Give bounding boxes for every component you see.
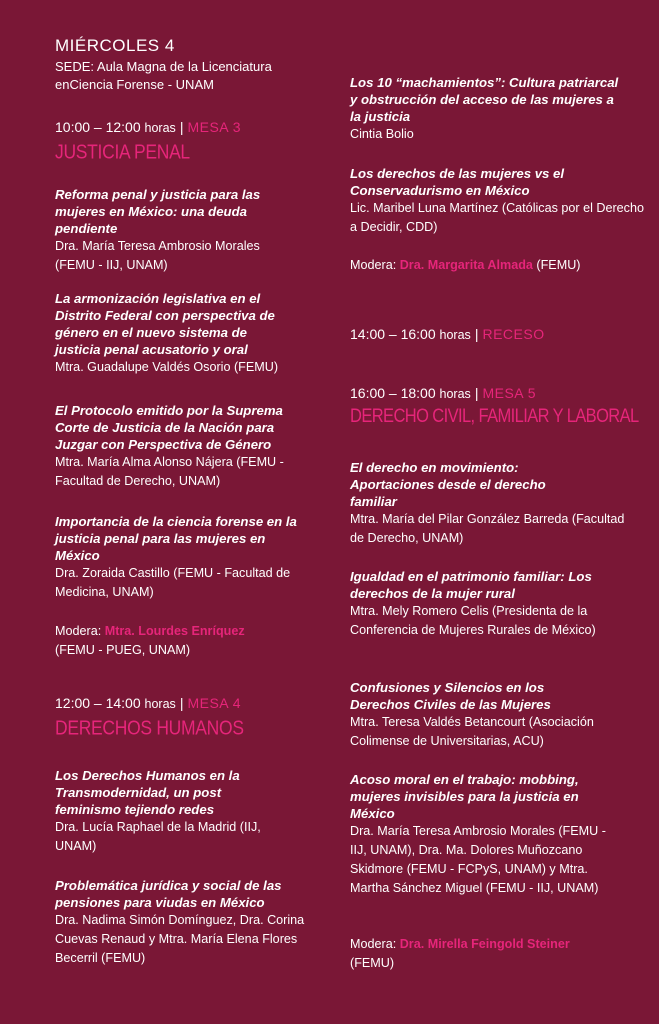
talk-title: Los 10 “machamientos”: Cultura patriarcal y obstrucción del acceso de las mujeres a la justicia: [350, 75, 619, 124]
session-mesa5-header: [350, 384, 639, 427]
session-time: 12:00 – 14:00: [55, 695, 141, 711]
venue-text: SEDE: Aula Magna de la Licenciatura enCiencia Forense - UNAM: [55, 59, 272, 92]
session-time: 16:00 – 18:00: [350, 385, 436, 401]
session-time: 14:00 – 16:00: [350, 326, 436, 342]
section-title: JUSTICIA PENAL: [55, 140, 190, 163]
session-time-line: [55, 694, 325, 713]
talk-author: Cintia Bolio: [350, 127, 414, 141]
talk-author: Dra. Zoraida Castillo (FEMU - Facultad de Medicina, UNAM): [55, 566, 291, 599]
day-title: MIÉRCOLES 4: [55, 36, 175, 55]
talk-item: [55, 767, 280, 856]
hours-word: horas: [144, 121, 176, 135]
moderator-affiliation: (FEMU - PUEG, UNAM): [55, 643, 191, 657]
talk-item: [350, 459, 625, 548]
talk-item: [350, 679, 594, 751]
mesa-label: MESA 3: [187, 119, 242, 135]
talk-author: Dra. Nadima Simón Domínguez, Dra. Corina Cuevas Renaud y Mtra. María Elena Flores Becerril (FEMU): [55, 913, 305, 965]
moderator-label: Modera:: [350, 937, 397, 951]
talk-author: Mtra. Teresa Valdés Betancourt (Asociación Colimense de Universitarias, ACU): [350, 715, 594, 748]
talk-item: [55, 877, 310, 968]
separator: |: [474, 385, 479, 401]
talk-item: [350, 568, 625, 640]
hours-word: horas: [439, 387, 471, 401]
moderator-affiliation: (FEMU): [350, 956, 395, 970]
moderator-block: [55, 622, 315, 660]
talk-title: La armonización legislativa en el Distrito Federal con perspectiva de género en el nuevo sistema de justicia penal acusatorio y oral: [55, 291, 275, 357]
moderator-affiliation: (FEMU): [536, 258, 581, 272]
break-label: RECESO: [482, 326, 545, 342]
talk-title: Los Derechos Humanos en la Transmodernidad, un post feminismo tejiendo redes: [55, 768, 240, 817]
talk-author: Mtra. María Alma Alonso Nájera (FEMU - Facultad de Derecho, UNAM): [55, 455, 284, 488]
hours-word: horas: [144, 697, 176, 711]
separator: |: [179, 695, 184, 711]
talk-author: Dra. María Teresa Ambrosio Morales (FEMU - IIJ, UNAM), Dra. Ma. Dolores Muñozcano Skidmore (FEMU - FCPyS, UNAM) y Mtra. Martha Sánchez Miguel (FEMU - IIJ, UNAM): [350, 824, 606, 895]
talk-title: El derecho en movimiento: Aportaciones desde el derecho familiar: [350, 460, 546, 509]
talk-title: El Protocolo emitido por la Suprema Corte de Justicia de la Nación para Juzgar con Perspectiva de Género: [55, 403, 283, 452]
separator: |: [179, 119, 184, 135]
session-mesa3-header: [55, 118, 325, 161]
talk-item: [350, 165, 644, 237]
moderator-name: Dra. Mirella Feingold Steiner: [399, 937, 570, 951]
talk-item: [55, 402, 295, 491]
break-header: [350, 325, 630, 344]
talk-author: Dra. María Teresa Ambrosio Morales (FEMU - IIJ, UNAM): [55, 239, 260, 272]
talk-title: Reforma penal y justicia para las mujeres en México: una deuda pendiente: [55, 187, 261, 236]
talk-author: Mtra. Mely Romero Celis (Presidenta de la Conferencia de Mujeres Rurales de México): [350, 604, 596, 637]
session-time: 10:00 – 12:00: [55, 119, 141, 135]
talk-title: Acoso moral en el trabajo: mobbing, mujeres invisibles para la justicia en México: [350, 772, 579, 821]
session-mesa4-header: [55, 694, 325, 737]
talk-title: Problemática jurídica y social de las pensiones para viudas en México: [55, 878, 282, 910]
talk-author: Dra. Lucía Raphael de la Madrid (IIJ, UNAM): [55, 820, 261, 853]
talk-item: [350, 74, 620, 144]
session-time-line: [350, 325, 630, 344]
talk-item: [350, 771, 612, 898]
hours-word: horas: [439, 328, 471, 342]
moderator-label: Modera:: [350, 258, 397, 272]
moderator-block: [350, 256, 640, 275]
moderator-block: [350, 935, 640, 973]
moderator-name: Mtra. Lourdes Enríquez: [104, 624, 245, 638]
talk-title: Confusiones y Silencios en los Derechos Civiles de las Mujeres: [350, 680, 551, 712]
talk-title: Igualdad en el patrimonio familiar: Los derechos de la mujer rural: [350, 569, 592, 601]
section-title: DERECHO CIVIL, FAMILIAR Y LABORAL: [350, 406, 639, 427]
separator: |: [474, 326, 479, 342]
talk-author: Mtra. Guadalupe Valdés Osorio (FEMU): [55, 360, 279, 374]
session-time-line: [350, 384, 630, 403]
talk-title: Importancia de la ciencia forense en la justicia penal para las mujeres en México: [55, 514, 297, 563]
talk-title: Los derechos de las mujeres vs el Conservadurismo en México: [350, 166, 565, 198]
talk-author: Mtra. María del Pilar González Barreda (Facultad de Derecho, UNAM): [350, 512, 625, 545]
mesa-label: MESA 4: [187, 695, 242, 711]
moderator-name: Dra. Margarita Almada: [399, 258, 533, 272]
session-time-line: [55, 118, 325, 137]
talk-author: Lic. Maribel Luna Martínez (Católicas por el Derecho a Decidir, CDD): [350, 201, 644, 234]
section-title: DERECHOS HUMANOS: [55, 716, 244, 739]
moderator-label: Modera:: [55, 624, 102, 638]
talk-item: [55, 513, 307, 602]
talk-item: [55, 290, 295, 377]
mesa-label: MESA 5: [482, 385, 537, 401]
talk-item: [55, 186, 290, 275]
